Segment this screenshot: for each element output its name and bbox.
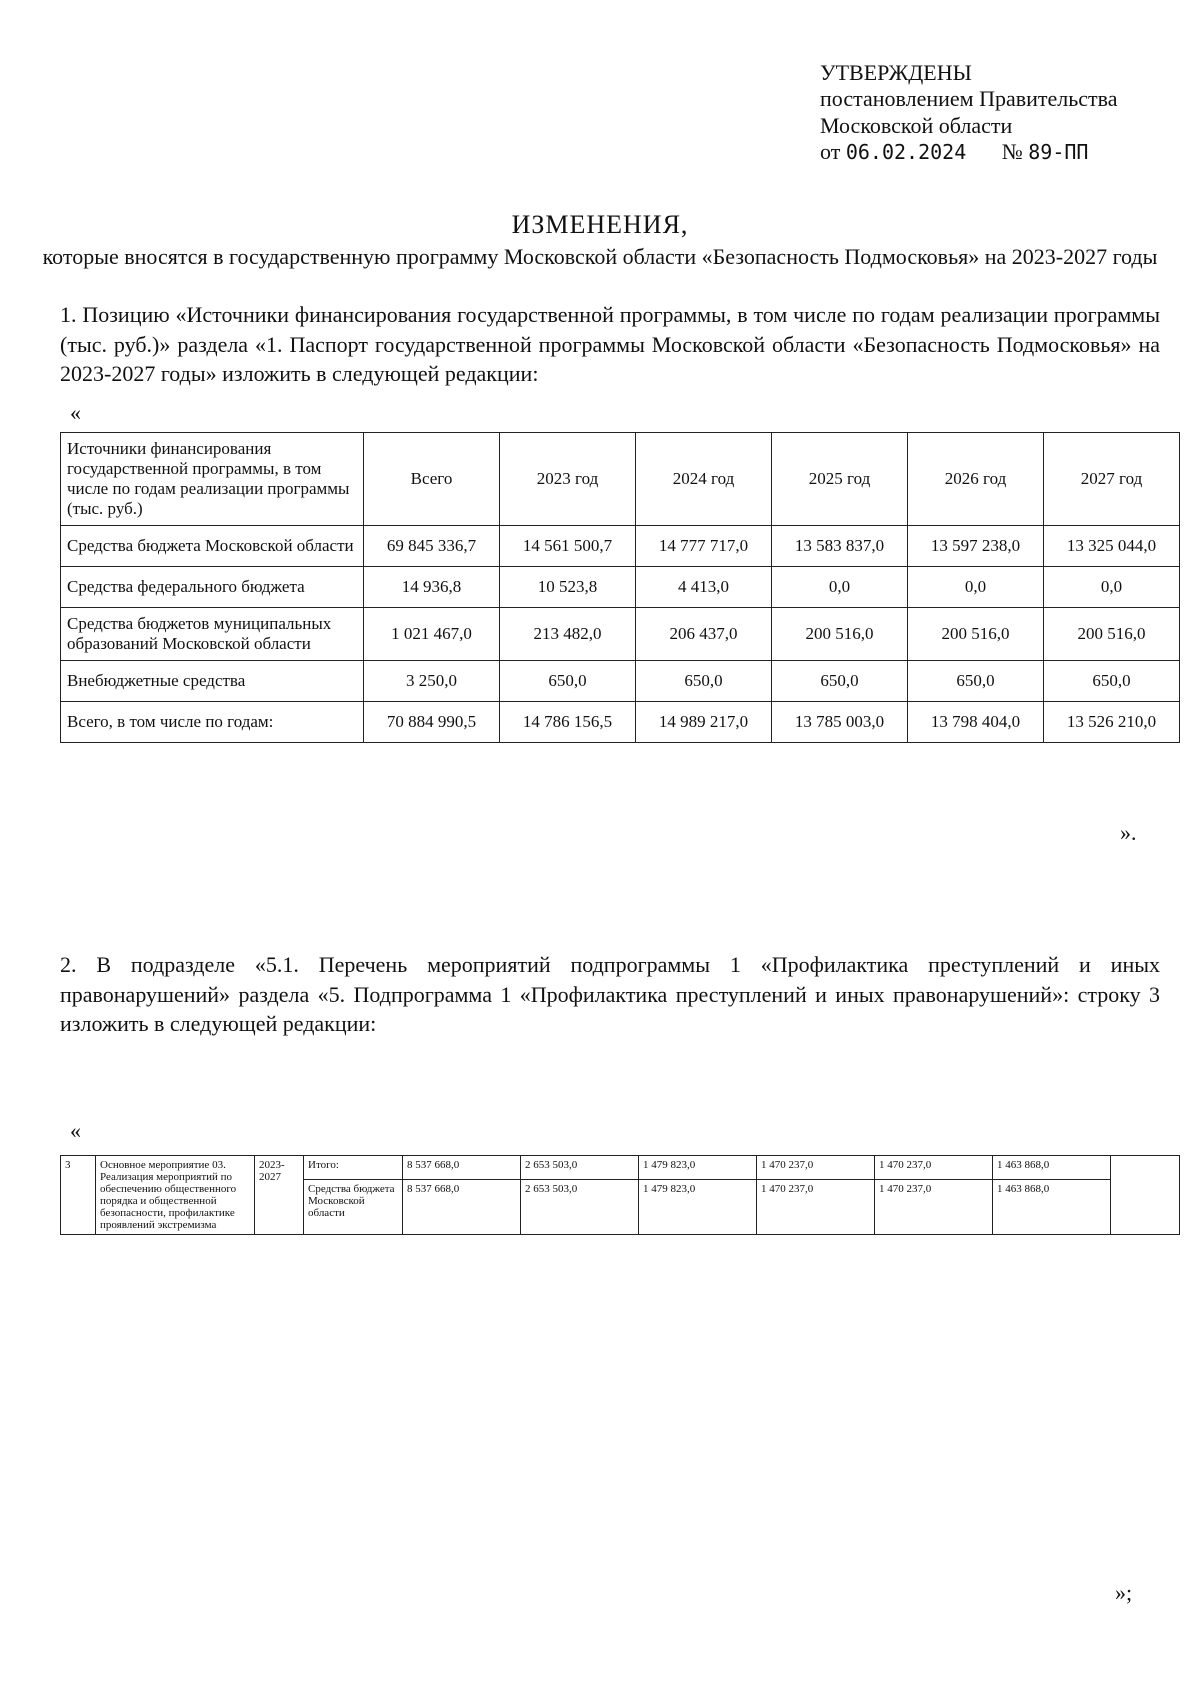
cell-source: Средства федерального бюджета	[61, 567, 364, 608]
cell-value: 70 884 990,5	[364, 702, 500, 743]
cell-value: 206 437,0	[636, 608, 772, 661]
funding-total: 8 537 668,0	[403, 1156, 521, 1180]
funding-2027: 1 463 868,0	[993, 1156, 1111, 1180]
cell-value: 4 413,0	[636, 567, 772, 608]
approval-line: Московской области	[820, 112, 1013, 138]
header-2027: 2027 год	[1044, 433, 1180, 526]
title-heading: ИЗМЕНЕНИЯ,	[511, 210, 689, 239]
funding-2025: 1 470 237,0	[757, 1156, 875, 1180]
activity-table	[60, 1155, 1180, 1235]
approval-number: 89-ПП	[1028, 140, 1089, 165]
quote-close: »;	[1115, 1580, 1133, 1605]
approval-date: 06.02.2024	[845, 140, 967, 165]
cell-value: 69 845 336,7	[364, 526, 500, 567]
cell-value: 200 516,0	[908, 608, 1044, 661]
header-2024: 2024 год	[636, 433, 772, 526]
title-subheading: которые вносятся в государственную программу Московской области «Безопасность Подмосковья» на 2023-2027 годы	[42, 244, 1158, 269]
activity-row	[61, 1156, 1180, 1180]
table-row	[61, 567, 1180, 608]
approval-from-label: от	[820, 139, 841, 165]
cell-value: 14 777 717,0	[636, 526, 772, 567]
cell-source: Средства бюджета Московской области	[61, 526, 364, 567]
header-source: Источники финансирования государственной программы, в том числе по годам реализации программы (тыс. руб.)	[61, 433, 364, 526]
cell-value: 14 786 156,5	[500, 702, 636, 743]
quote-open: «	[70, 1118, 81, 1143]
cell-source: Средства бюджетов муниципальных образований Московской области	[61, 608, 364, 661]
cell-value: 200 516,0	[1044, 608, 1180, 661]
cell-value: 650,0	[636, 661, 772, 702]
cell-value: 0,0	[772, 567, 908, 608]
cell-value: 1 021 467,0	[364, 608, 500, 661]
table-row-total	[61, 702, 1180, 743]
activity-num: 3	[61, 1156, 96, 1235]
activity-period: 2023-2027	[255, 1156, 304, 1235]
cell-value: 13 325 044,0	[1044, 526, 1180, 567]
approval-stamp	[820, 60, 1180, 166]
cell-value: 0,0	[908, 567, 1044, 608]
document-title	[40, 210, 1160, 270]
funding-total: 8 537 668,0	[403, 1180, 521, 1235]
cell-value: 13 526 210,0	[1044, 702, 1180, 743]
cell-value: 13 785 003,0	[772, 702, 908, 743]
table-row	[61, 608, 1180, 661]
funding-2026: 1 470 237,0	[875, 1180, 993, 1235]
cell-value: 13 798 404,0	[908, 702, 1044, 743]
finance-table	[60, 432, 1180, 743]
funding-2023: 2 653 503,0	[521, 1180, 639, 1235]
cell-value: 10 523,8	[500, 567, 636, 608]
cell-value: 13 597 238,0	[908, 526, 1044, 567]
funding-source: Итого:	[304, 1156, 403, 1180]
empty-cell	[1111, 1156, 1180, 1235]
quote-open: «	[70, 400, 81, 425]
cell-source: Всего, в том числе по годам:	[61, 702, 364, 743]
funding-2023: 2 653 503,0	[521, 1156, 639, 1180]
funding-source: Средства бюджета Московской области	[304, 1180, 403, 1235]
paragraph-2: 2. В подразделе «5.1. Перечень мероприятий подпрограммы 1 «Профилактика преступлений и иных правонарушений» раздела «5. Подпрограмма 1 «Профилактика преступлений и иных правонарушений»: строку 3 изложить в следующей редакции:	[60, 952, 1160, 1037]
cell-value: 13 583 837,0	[772, 526, 908, 567]
cell-value: 650,0	[1044, 661, 1180, 702]
cell-value: 14 561 500,7	[500, 526, 636, 567]
cell-value: 213 482,0	[500, 608, 636, 661]
header-2023: 2023 год	[500, 433, 636, 526]
cell-value: 0,0	[1044, 567, 1180, 608]
approval-date-line	[820, 139, 1180, 165]
header-total: Всего	[364, 433, 500, 526]
approval-heading: УТВЕРЖДЕНЫ	[820, 60, 972, 85]
cell-source: Внебюджетные средства	[61, 661, 364, 702]
funding-2025: 1 470 237,0	[757, 1180, 875, 1235]
paragraph-1: 1. Позицию «Источники финансирования государственной программы, в том числе по годам реализации программы (тыс. руб.)» раздела «1. Паспорт государственной программы Московской области «Безопасность Подмосковья» на 2023-2027 годы» изложить в следующей редакции:	[60, 302, 1160, 387]
cell-value: 200 516,0	[772, 608, 908, 661]
approval-number-label: №	[1001, 139, 1023, 165]
cell-value: 650,0	[772, 661, 908, 702]
activity-name: Основное мероприятие 03. Реализация мероприятий по обеспечению общественного порядка и общественной безопасности, профилактике проявлений экстремизма	[96, 1156, 255, 1235]
funding-2026: 1 470 237,0	[875, 1156, 993, 1180]
finance-header-row	[61, 433, 1180, 526]
funding-2027: 1 463 868,0	[993, 1180, 1111, 1235]
approval-line: постановлением Правительства	[820, 86, 1118, 112]
header-2025: 2025 год	[772, 433, 908, 526]
cell-value: 650,0	[908, 661, 1044, 702]
cell-value: 14 989 217,0	[636, 702, 772, 743]
cell-value: 650,0	[500, 661, 636, 702]
funding-2024: 1 479 823,0	[639, 1180, 757, 1235]
cell-value: 3 250,0	[364, 661, 500, 702]
header-2026: 2026 год	[908, 433, 1044, 526]
quote-close: ».	[1120, 820, 1137, 845]
funding-2024: 1 479 823,0	[639, 1156, 757, 1180]
cell-value: 14 936,8	[364, 567, 500, 608]
table-row	[61, 661, 1180, 702]
table-row	[61, 526, 1180, 567]
